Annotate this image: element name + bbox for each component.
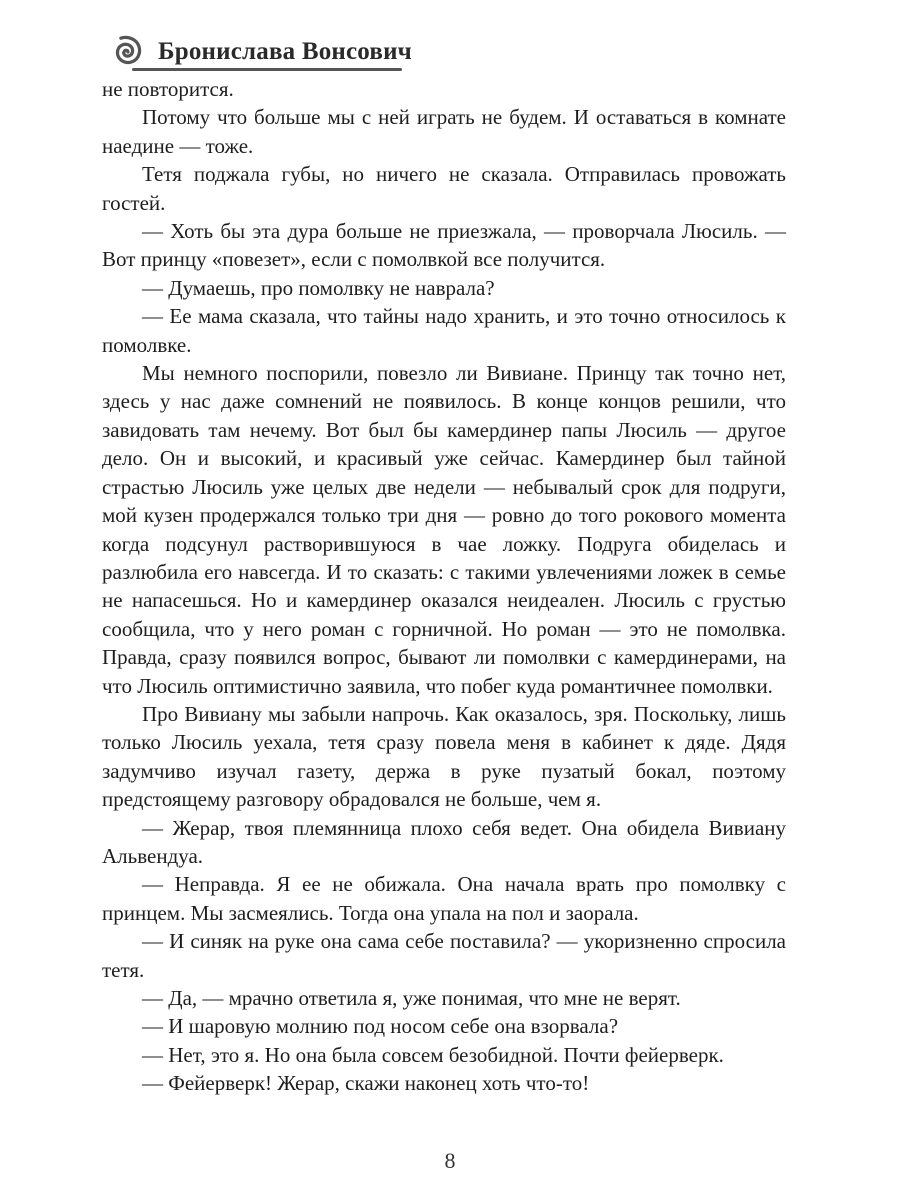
paragraph: — И синяк на руке она сама себе поставила? — укоризненно спросила тетя.: [102, 929, 786, 982]
paragraph: Тетя поджала губы, но ничего не сказала. Отправилась провожать гостей.: [102, 162, 786, 215]
page-number: 8: [444, 1148, 456, 1173]
paragraph: — Жерар, твоя племянница плохо себя ведет. Она обидела Вивиану Альвендуа.: [102, 815, 786, 868]
paragraph: — И шаровую молнию под носом себе она взорвала?: [142, 1014, 619, 1039]
paragraph: — Фейерверк! Жерар, скажи наконец хоть что-то!: [142, 1071, 590, 1096]
running-header: [108, 30, 412, 74]
paragraph: — Думаешь, про помолвку не наврала?: [142, 275, 495, 300]
paragraph: не повторится.: [102, 77, 234, 101]
paragraph: Потому что больше мы с ней играть не будем. И оставаться в комнате наедине — тоже.: [102, 105, 786, 158]
paragraph: — Хоть бы эта дура больше не приезжала, — проворчала Люсиль. — Вот принцу «повезет», если с помолвкой все получится.: [102, 219, 786, 272]
author-name: Бронислава Вонсович: [158, 38, 412, 65]
paragraph: — Ее мама сказала, что тайны надо хранить, и это точно относилось к помолвке.: [102, 304, 786, 357]
spiral-icon: [108, 32, 146, 70]
paragraph: — Нет, это я. Но она была совсем безобидной. Почти фейерверк.: [142, 1042, 724, 1067]
header-rule: [132, 68, 402, 71]
paragraph: Про Вивиану мы забыли напрочь. Как оказалось, зря. Поскольку, лишь только Люсиль уехала, тетя сразу повела меня в кабинет к дяде. Дядя задумчиво изучал газету, держа в руке пузатый бокал, поэтому предстоящему разговору обрадовался не больше, чем я.: [102, 701, 786, 812]
paragraph: — Неправда. Я ее не обижала. Она начала врать про помолвку с принцем. Мы засмеялись. Тогда она упала на пол и заорала.: [102, 872, 786, 925]
paragraph: Мы немного поспорили, повезло ли Вивиане. Принцу так точно нет, здесь у нас даже сомнений не появилось. В конце концов решили, что завидовать там нечему. Вот был бы камердинер папы Люсиль — другое дело. Он и высокий, и красивый уже сейчас. Камердинер был тайной страстью Люсиль уже целых две недели — небывалый срок для подруги, мой кузен продержался только три дня — ровно до того рокового момента когда подсунул растворившуюся в чае ложку. Подруга обиделась и разлюбила его навсегда. И то сказать: с такими увлечениями ложек в семье не напасешься. Но и камердинер оказался неидеален. Люсиль с грустью сообщила, что у него роман с горничной. Но роман — это не помолвка. Правда, сразу появился вопрос, бывают ли помолвки с камердинерами, на что Люсиль оптимистично заявила, что побег куда романтичнее помолвки.: [102, 361, 786, 698]
body-text: [102, 75, 786, 1098]
paragraph: — Да, — мрачно ответила я, уже понимая, что мне не верят.: [142, 986, 681, 1010]
